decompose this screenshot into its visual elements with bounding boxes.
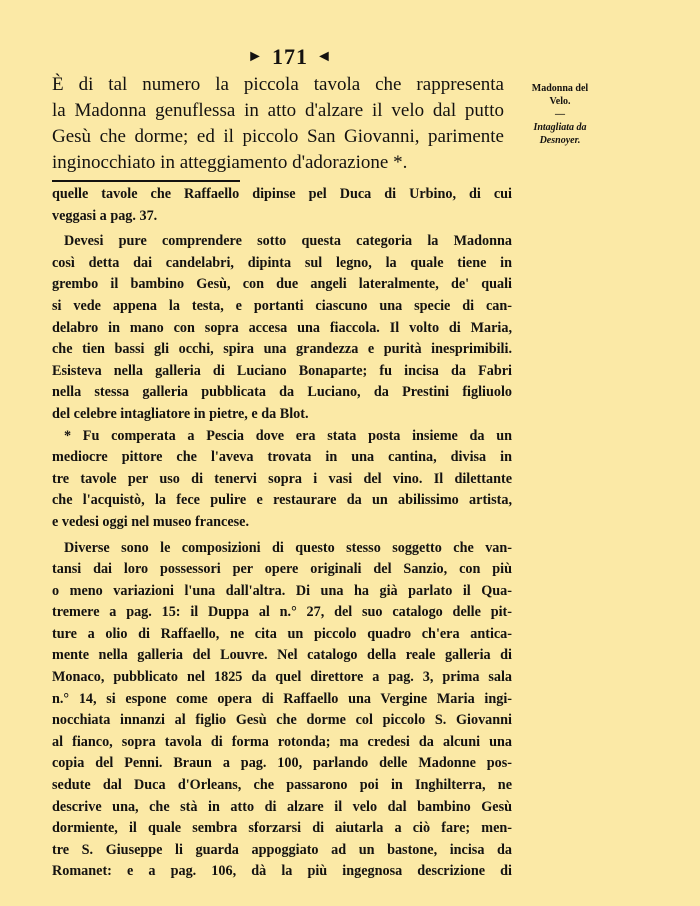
margin-note-title: Velo. xyxy=(549,96,571,107)
footnote-line: nella stessa galleria pubblicata da Luciano, da Prestini figliuolo xyxy=(52,384,512,401)
footnote-line: * Fu comperata a Pescia dove era stata posta insieme da un xyxy=(64,427,512,444)
footnote-line: mediocre pittore che l'aveva trovata in una cantina, divisa in xyxy=(52,449,512,466)
footnote-divider xyxy=(52,180,240,182)
footnote-line: tansi dai loro possessori per opere originali del Sanzio, con più xyxy=(52,561,512,578)
footnote-line: Esisteva nella galleria di Luciano Bonaparte; fu incisa da Fabri xyxy=(52,362,512,379)
margin-note-dash: — xyxy=(555,109,565,120)
footnote-line: Romanet: e a pag. 106, dà la più ingegnosa descrizione di xyxy=(52,863,512,880)
footnote-line: così detta dai candelabri, dipinta sul legno, la quale tiene in xyxy=(52,254,512,271)
text-line: inginocchiato in atteggiamento d'adorazione *. xyxy=(52,152,408,173)
footnote-line: e vedesi oggi nel museo francese. xyxy=(52,513,250,530)
margin-note xyxy=(514,82,606,147)
footnote-line: al fianco, sopra tavola di forma rotonda; ma credesi da alcuni una xyxy=(52,733,512,750)
footnote-line: tremere a pag. 15: il Duppa al n.° 27, del suo catalogo delle pit- xyxy=(52,604,512,621)
footnote-line: tre tavole per uso di tenervi sopra i vasi del vino. Il dilettante xyxy=(52,470,512,487)
footnote-line: Devesi pure comprendere sotto questa categoria la Madonna xyxy=(64,233,512,250)
footnote-line: grembo il bambino Gesù, con due angeli lateralmente, de' quali xyxy=(52,276,512,293)
margin-note-title: Madonna del xyxy=(531,83,589,94)
footnote-line: sedute dal Duca d'Orleans, che passarono poi in Inghilterra, ne xyxy=(52,777,512,794)
footnote-line: o meno variazioni l'una dall'altra. Di una ha già parlato il Qua- xyxy=(52,582,512,599)
footnote-line: si vede appena la testa, e portanti ciascuno una specie di can- xyxy=(52,297,512,314)
footnote-line: dormiente, il quale sembra sforzarsi di aiutarla a ciò fare; men- xyxy=(52,820,512,837)
page-number: 171 xyxy=(272,44,308,69)
text-line: È di tal numero la piccola tavola che rappresenta xyxy=(52,74,504,95)
margin-note-sub: Intagliata da xyxy=(533,122,587,133)
text-line: Gesù che dorme; ed il piccolo San Giovanni, parimente xyxy=(52,126,504,147)
page-header xyxy=(220,42,360,72)
footnote-line: tre S. Giuseppe li guarda appoggiato ad un bastone, incisa da xyxy=(52,841,512,858)
footnote-line: n.° 14, si espone come opera di Raffaello una Vergine Maria ingi- xyxy=(52,690,512,707)
footnote-line: descrive una, che stà in atto di alzare il velo dal bambino Gesù xyxy=(52,798,512,815)
footnote-line: del celebre intagliatore in pietre, e da Blot. xyxy=(52,405,309,422)
footnote-line: quelle tavole che Raffaello dipinse pel Duca di Urbino, di cui xyxy=(52,186,512,202)
footnote-line: ture a olio di Raffaello, ne cita un piccolo quadro ch'era antica- xyxy=(52,625,512,642)
footnote-line: nocchiata innanzi al figlio Gesù che dorme col piccolo S. Giovanni xyxy=(52,712,512,729)
footnote-line: Diverse sono le composizioni di questo stesso soggetto che van- xyxy=(64,539,512,556)
footnote-line: copia del Penni. Braun a pag. 100, parlando delle Madonne pos- xyxy=(52,755,512,772)
footnote-line: che tien bassi gli occhi, spira una grandezza e purità inesprimibili. xyxy=(52,341,512,358)
right-ornament-icon: ◄ xyxy=(316,48,333,65)
footnote-line: mente nella galleria del Louvre. Nel catalogo della reale galleria di xyxy=(52,647,512,664)
main-paragraph xyxy=(52,72,504,176)
margin-note-sub: Desnoyer. xyxy=(539,135,581,146)
footnote-line: veggasi a pag. 37. xyxy=(52,207,158,224)
left-ornament-icon: ► xyxy=(247,48,264,65)
text-line: la Madonna genuflessa in atto d'alzare il velo dal putto xyxy=(52,100,504,121)
footnote-line: che l'acquistò, la fece pulire e restaurare da un abilissimo artista, xyxy=(52,492,512,509)
footnote-line: Monaco, pubblicato nel 1825 da quel direttore a pag. 3, prima sala xyxy=(52,669,512,686)
footnotes xyxy=(52,184,512,883)
footnote-line: delabro in mano con sopra accesa una fiaccola. Il volto di Maria, xyxy=(52,319,512,336)
